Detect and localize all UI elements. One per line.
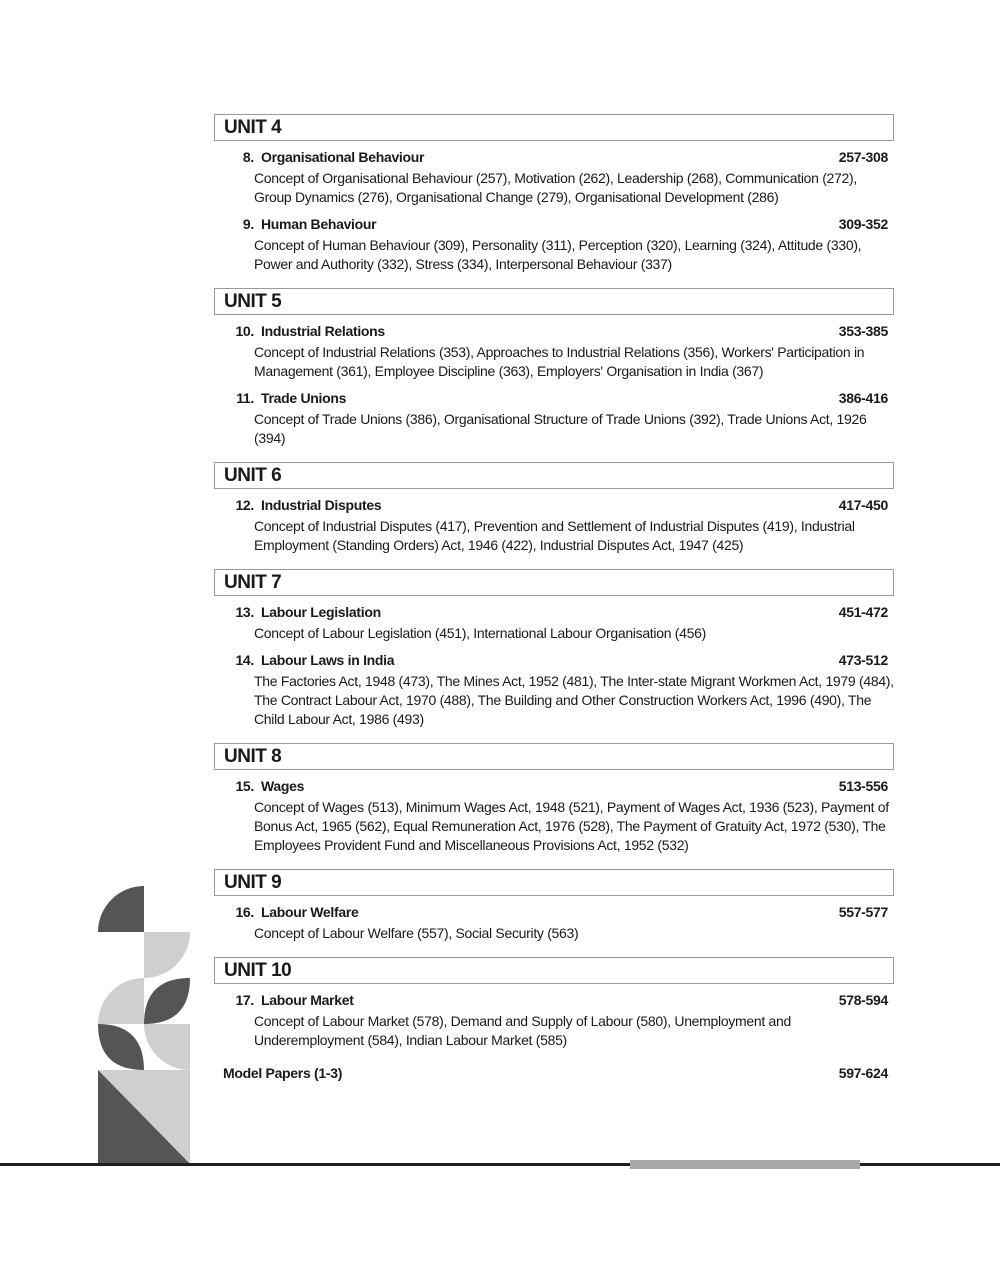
unit-heading: UNIT 4 [214,114,894,141]
unit-section [214,869,894,943]
chapter-title: Industrial Relations [261,323,385,339]
chapter-pages: 417-450 [838,497,888,513]
chapter-topics: Concept of Trade Unions (386), Organisational Structure of Trade Unions (392), Trade Unions Act, 1926 (394) [254,411,867,446]
chapter-number: 15. [235,778,254,794]
chapter-entry [214,603,894,643]
model-papers-entry [214,1064,894,1082]
chapter-number: 12. [235,497,254,513]
chapter-topics: Concept of Human Behaviour (309), Personality (311), Perception (320), Learning (324), Attitude (330), Power and Authority (332), Stress (334), Interpersonal Behaviour (337) [254,237,862,272]
quarter-circle-shape [98,886,144,932]
chapter-number: 8. [242,149,254,165]
chapter-pages: 513-556 [838,778,888,794]
chapter-title: Industrial Disputes [261,497,382,513]
chapter-topics: Concept of Industrial Relations (353), Approaches to Industrial Relations (356), Workers' Participation in Management (361), Employee Discipline (363), Employers' Organisation in India (367) [254,344,865,379]
table-of-contents [214,114,894,1082]
decorative-shapes [98,886,194,1166]
chapter-entry [214,777,894,855]
chapter-pages: 473-512 [838,652,888,668]
chapter-entry [214,322,894,381]
quarter-circle-shape [144,1024,190,1070]
chapter-topics: Concept of Labour Welfare (557), Social Security (563) [254,925,579,941]
unit-heading: UNIT 5 [214,288,894,315]
chapter-number: 13. [235,604,254,620]
model-papers-title: Model Papers (1-3) [223,1065,343,1081]
unit-section [214,462,894,555]
chapter-pages: 353-385 [838,323,888,339]
footer-tab [630,1160,860,1169]
chapter-title: Wages [261,778,305,794]
chapter-pages: 257-308 [838,149,888,165]
chapter-pages: 451-472 [838,604,888,620]
unit-section [214,114,894,274]
unit-heading: UNIT 8 [214,743,894,770]
chapter-title: Human Behaviour [261,216,377,232]
chapter-topics: Concept of Labour Market (578), Demand and Supply of Labour (580), Unemployment and Underemployment (584), Indian Labour Market (585) [254,1013,791,1048]
model-papers-pages: 597-624 [838,1065,888,1081]
chapter-entry [214,148,894,207]
chapter-title: Labour Laws in India [261,652,395,668]
chapter-entry [214,903,894,943]
chapter-entry [214,496,894,555]
chapter-number: 9. [242,216,254,232]
chapter-topics: Concept of Organisational Behaviour (257), Motivation (262), Leadership (268), Communication (272), Group Dynamics (276), Organisational Change (279), Organisational Development (286) [254,170,857,205]
unit-section [214,957,894,1050]
unit-section [214,743,894,855]
leaf-shape [144,978,190,1024]
chapter-title: Labour Legislation [261,604,381,620]
chapter-pages: 557-577 [838,904,888,920]
unit-heading: UNIT 9 [214,869,894,896]
chapter-pages: 578-594 [838,992,888,1008]
chapter-title: Organisational Behaviour [261,149,425,165]
chapter-entry [214,651,894,729]
unit-heading: UNIT 7 [214,569,894,596]
chapter-entry [214,215,894,274]
quarter-circle-shape [98,978,144,1024]
unit-section [214,288,894,448]
chapter-number: 11. [236,390,254,406]
chapter-topics: Concept of Wages (513), Minimum Wages Act, 1948 (521), Payment of Wages Act, 1936 (523), Payment of Bonus Act, 1965 (562), Equal Remuneration Act, 1976 (528), The Payment of Gratuity Act, 1972 (530), The Employees Provident Fund and Miscellaneous Provisions Act, 1952 (532) [254,799,889,853]
unit-section [214,569,894,729]
chapter-topics: Concept of Industrial Disputes (417), Prevention and Settlement of Industrial Disputes (419), Industrial Employment (Standing Orders) Act, 1946 (422), Industrial Disputes Act, 1947 (425) [254,518,855,553]
unit-heading: UNIT 10 [214,957,894,984]
chapter-entry [214,991,894,1050]
chapter-number: 16. [235,904,254,920]
chapter-number: 14. [235,652,254,668]
chapter-topics: Concept of Labour Legislation (451), International Labour Organisation (456) [254,625,706,641]
leaf-shape [98,1024,144,1070]
chapter-number: 10. [235,323,254,339]
chapter-topics: The Factories Act, 1948 (473), The Mines Act, 1952 (481), The Inter-state Migrant Workmen Act, 1979 (484), The Contract Labour Act, 1970 (488), The Building and Other Construction Workers Act, 1996 (490), The Child Labour Act, 1986 (493) [254,673,894,727]
unit-heading: UNIT 6 [214,462,894,489]
chapter-title: Trade Unions [261,390,347,406]
chapter-pages: 309-352 [838,216,888,232]
quarter-circle-shape [144,932,190,978]
chapter-title: Labour Market [261,992,354,1008]
chapter-pages: 386-416 [838,390,888,406]
chapter-number: 17. [235,992,254,1008]
chapter-entry [214,389,894,448]
chapter-title: Labour Welfare [261,904,359,920]
